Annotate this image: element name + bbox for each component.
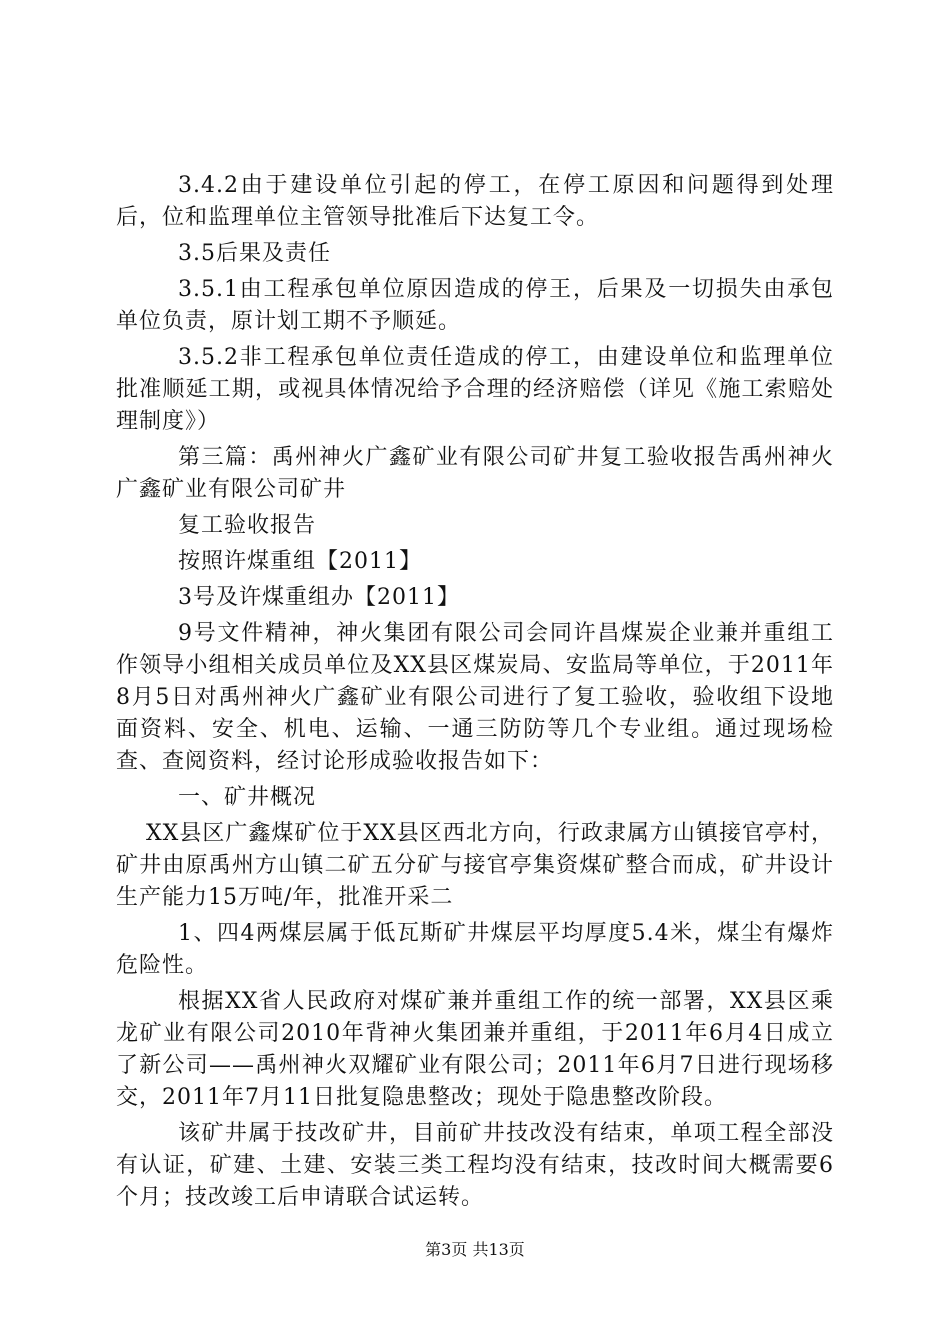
paragraph: 该矿井属于技改矿井，目前矿井技改没有结束，单项工程全部没有认证，矿建、土建、安装三类工程均没有结束，技改时间大概需要6个月；技改竣工后申请联合试运转。 [116, 1121, 834, 1210]
paragraph: 3.5.2非工程承包单位责任造成的停工，由建设单位和监理单位批准顺延工期，或视具体情况给予合理的经济赔偿（详见《施工索赔处理制度》） [116, 345, 834, 434]
paragraph: 3.5.1由工程承包单位原因造成的停王，后果及一切损失由承包单位负责，原计划工期不予顺延。 [116, 277, 834, 334]
document-body [116, 170, 834, 1218]
report-title: 复工验收报告 [178, 513, 317, 538]
page-number-footer: 第3页 共13页 [425, 1240, 525, 1259]
section-heading: 一、矿井概况 [178, 785, 317, 810]
paragraph: 3.4.2由于建设单位引起的停工，在停工原因和问题得到处理后，位和监理单位主管领导批准后下达复工令。 [116, 173, 834, 230]
paragraph: 按照许煤重组【2011】 [178, 549, 422, 574]
chapter-title: 第三篇：禹州神火广鑫矿业有限公司矿井复工验收报告禹州神火广鑫矿业有限公司矿井 [116, 445, 834, 502]
section-heading: 3.5后果及责任 [178, 241, 331, 266]
paragraph: 9号文件精神，神火集团有限公司会同许昌煤炭企业兼并重组工作领导小组相关成员单位及XX县区煤炭局、安监局等单位，于2011年8月5日对禹州神火广鑫矿业有限公司进行了复工验收，验收组下设地面资料、安全、机电、运输、一通三防防等几个专业组。通过现场检查、查阅资料，经讨论形成验收报告如下： [116, 621, 834, 774]
paragraph: 根据XX省人民政府对煤矿兼并重组工作的统一部署，XX县区乘龙矿业有限公司2010年背神火集团兼并重组，于2011年6月4日成立了新公司——禹州神火双耀矿业有限公司；2011年6月7日进行现场移交，2011年7月11日批复隐患整改；现处于隐患整改阶段。 [116, 989, 834, 1110]
paragraph: 1、四4两煤层属于低瓦斯矿井煤层平均厚度5.4米，煤尘有爆炸危险性。 [116, 921, 834, 978]
paragraph: 3号及许煤重组办【2011】 [178, 585, 460, 610]
paragraph: XX县区广鑫煤矿位于XX县区西北方向，行政隶属方山镇接官亭村，矿井由原禹州方山镇二矿五分矿与接官亭集资煤矿整合而成，矿井设计生产能力15万吨/年，批准开采二 [116, 821, 834, 910]
